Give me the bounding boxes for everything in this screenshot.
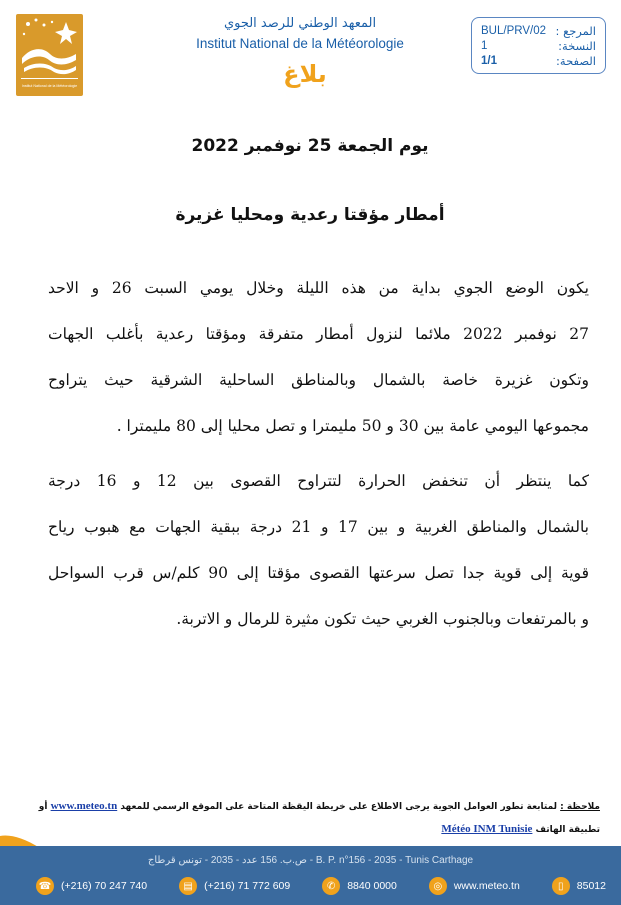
footer-note [30, 795, 600, 841]
contact-website-text[interactable]: www.meteo.tn [453, 880, 520, 892]
phone-icon: ☎ [36, 877, 54, 895]
contact-hotline [322, 877, 397, 895]
contact-website[interactable] [429, 877, 520, 895]
contact-sms [552, 877, 606, 895]
note-text: لمتابعة تطور العوامل الجوية يرجى الاطلاع على خريطة اليقظة المتاحة على الموقع الرسمي للمعهد [120, 802, 557, 812]
paragraph-line: وتكون غزيرة خاصة بالشمال وبالمناطق الساحلية الشرقية حيث يتراوح [48, 371, 589, 389]
bulletin-paragraph-2 [48, 458, 589, 642]
footer-contacts [36, 874, 606, 898]
paragraph-line: مجموعها اليومي عامة بين 30 و 50 مليمترا و تصل محليا إلى 80 مليمترا . [116, 417, 589, 435]
logo-caption: Institut National de la Météorologie [21, 84, 78, 88]
reference-row [481, 24, 596, 39]
note-app-link[interactable]: Météo INM Tunisie [441, 823, 533, 835]
reference-label: المرجع : [555, 24, 596, 38]
page-label: الصفحة: [556, 54, 596, 68]
paragraph-line: كما ينتظر أن تنخفض الحرارة لتتراوح القصوى بين 12 و 16 درجة [48, 472, 589, 490]
globe-icon: ◎ [429, 877, 447, 895]
contact-phone-1 [36, 877, 147, 895]
note-or: أو [38, 802, 48, 812]
note-line-2 [30, 818, 600, 841]
paragraph-line: قوية إلى قوية جدا تصل سرعتها القصوى مؤقتا إلى 90 كلم/س قرب السواحل [48, 564, 589, 582]
reference-value: BUL/PRV/02 [481, 25, 546, 37]
copy-row [481, 39, 596, 54]
copy-value: 1 [481, 40, 488, 52]
mobile-icon: ▯ [552, 877, 570, 895]
footer-address: ص.ب. 156 عدد - 2035 - تونس قرطاج - B. P. n°156 - 2035 - Tunis Carthage [147, 855, 474, 866]
copy-label: النسخة: [558, 39, 596, 53]
bulletin-date: يوم الجمعة 25 نوفمبر 2022 [191, 136, 429, 156]
fax-icon: ▤ [179, 877, 197, 895]
paragraph-line: و بالمرتفعات وبالجنوب الغربي حيث تكون مثيرة للرمال و الاتربة. [176, 610, 589, 628]
paragraph-line: 27 نوفمبر 2022 ملائما لنزول أمطار متفرقة ومؤقتا رعدية بأغلب الجهات [48, 325, 590, 343]
bulletin-headline: أمطار مؤقتا رعدية ومحليا غزيرة [175, 205, 445, 225]
note-label: ملاحظة : [560, 802, 600, 812]
hotline-icon: ✆ [322, 877, 340, 895]
contact-phone-1-text: (+216) 70 247 740 [61, 880, 148, 892]
institute-name-french: Institut National de la Météorologie [196, 36, 404, 51]
page-value: 1/1 [481, 55, 497, 67]
paragraph-line: بالشمال والمناطق الغربية و بين 17 و 21 درجة ببقية الجهات مع هبوب رياح [48, 518, 589, 536]
note-app-text: تطبيقة الهاتف [535, 825, 600, 835]
contact-phone-2 [179, 877, 290, 895]
contact-sms-text: 85012 [576, 880, 606, 892]
reference-box [471, 17, 606, 74]
note-line-1 [30, 795, 600, 818]
footer-swoosh-icon [0, 826, 40, 848]
document-type-title: بلاغ [283, 60, 327, 88]
inm-logo [16, 14, 83, 96]
paragraph-line: يكون الوضع الجوي بداية من هذه الليلة وخلال يومي السبت 26 و الاحد [48, 279, 589, 297]
institute-name-arabic: المعهد الوطني للرصد الجوي [223, 16, 377, 31]
bulletin-paragraph-1 [48, 265, 589, 449]
contact-phone-2-text: (+216) 71 772 609 [204, 880, 291, 892]
note-website-link[interactable]: www.meteo.tn [50, 800, 118, 812]
contact-hotline-text: 8840 0000 [347, 880, 397, 892]
page-row [481, 54, 596, 69]
